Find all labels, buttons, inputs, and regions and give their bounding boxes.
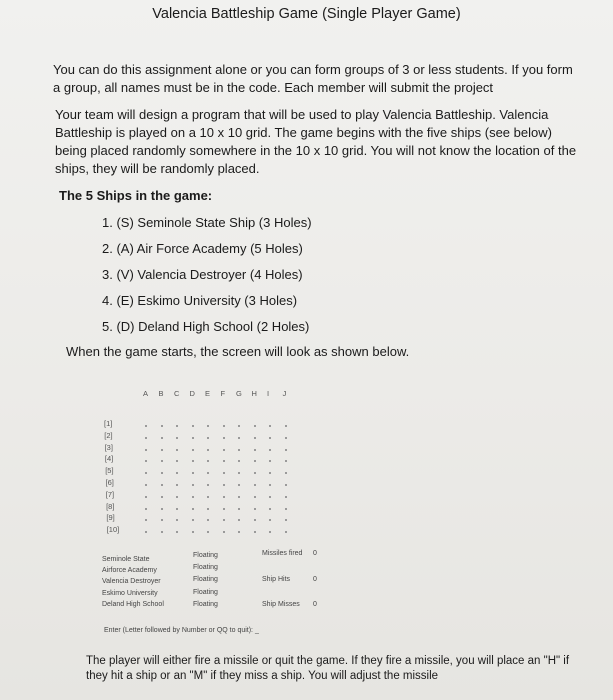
grid-cell xyxy=(161,425,163,427)
grid-cell xyxy=(145,472,147,474)
grid-cell xyxy=(207,496,209,498)
grid-cell xyxy=(145,460,147,462)
description-paragraph: Your team will design a program that will be used to play Valencia Battleship. Valencia Battleship is played on a 10 x 10 grid. The game begins with the five ships (see below) being placed randomly somewhere in the 10 x 10 grid. You will not know the location of the ships, they will be randomly placed. xyxy=(55,107,577,176)
row-header: [10] xyxy=(106,525,120,535)
grid-cell xyxy=(207,531,209,533)
grid-cell xyxy=(207,449,209,451)
grid-cell xyxy=(285,496,287,498)
grid-cell xyxy=(192,531,194,533)
column-header: A xyxy=(143,389,149,398)
document-title: Valencia Battleship Game (Single Player Game) xyxy=(152,6,461,22)
column-header: F xyxy=(220,389,226,398)
ship-item: 2. (A) Air Force Academy (5 Holes) xyxy=(102,241,303,256)
ship-item: 5. (D) Deland High School (2 Holes) xyxy=(102,319,310,334)
grid-cell xyxy=(223,496,225,498)
column-header: C xyxy=(174,389,180,398)
grid-cell xyxy=(145,437,147,439)
row-header: [5] xyxy=(105,466,114,476)
grid-cell xyxy=(161,460,163,462)
grid-cell xyxy=(145,531,147,533)
grid-cell xyxy=(269,449,271,451)
grid-cell xyxy=(238,519,240,521)
grid-cell xyxy=(254,449,256,451)
missiles-fired-label: Missiles fired xyxy=(262,550,303,557)
grid-cell xyxy=(223,449,225,451)
grid-cell xyxy=(192,519,194,521)
column-header: B xyxy=(158,389,164,398)
grid-cell xyxy=(192,496,194,498)
grid-cell xyxy=(269,472,271,474)
ship-status-name: Deland High School xyxy=(102,601,164,608)
grid-cell xyxy=(238,484,240,486)
grid-cell xyxy=(207,472,209,474)
grid-cell xyxy=(176,519,178,521)
grid-cell xyxy=(238,508,240,510)
grid-cell xyxy=(176,472,178,474)
grid-cell xyxy=(207,425,209,427)
grid-cell xyxy=(238,460,240,462)
grid-cell xyxy=(223,472,225,474)
grid-cell xyxy=(238,449,240,451)
grid-cell xyxy=(254,484,256,486)
grid-cell xyxy=(254,425,256,427)
grid-cell xyxy=(161,484,163,486)
grid-cell xyxy=(238,472,240,474)
intro-paragraph: You can do this assignment alone or you can form groups of 3 or less students. If you form a group, all names must be in the code. Each member will submit the project xyxy=(53,62,573,95)
grid-cell xyxy=(254,531,256,533)
grid-cell xyxy=(192,449,194,451)
ship-item: 4. (E) Eskimo University (3 Holes) xyxy=(102,293,298,308)
row-header: [9] xyxy=(106,513,115,523)
grid-cell xyxy=(161,531,163,533)
grid-cell xyxy=(269,519,271,521)
grid-cell xyxy=(285,449,287,451)
column-header: G xyxy=(236,389,242,398)
grid-cell xyxy=(145,519,147,521)
grid-cell xyxy=(254,460,256,462)
grid-cell xyxy=(285,425,287,427)
grid-cell xyxy=(192,437,194,439)
grid-cell xyxy=(145,425,147,427)
grid-cell xyxy=(285,508,287,510)
grid-cell xyxy=(285,437,287,439)
grid-cell xyxy=(176,508,178,510)
grid-cell xyxy=(223,425,225,427)
grid-cell xyxy=(285,519,287,521)
grid-cell xyxy=(176,449,178,451)
ship-status-state: Floating xyxy=(193,552,218,559)
grid-cell xyxy=(176,425,178,427)
ship-status-name: Eskimo University xyxy=(102,590,158,597)
grid-cell xyxy=(269,484,271,486)
ship-status-state: Floating xyxy=(193,601,218,608)
grid-cell xyxy=(207,484,209,486)
grid-cell xyxy=(223,460,225,462)
grid-cell xyxy=(269,425,271,427)
column-header: H xyxy=(251,389,257,398)
grid-cell xyxy=(192,472,194,474)
bottom-paragraph: The player will either fire a missile or quit the game. If they fire a missile, you will place an "H" if they hit a ship or an "M" if they miss a ship. You will adjust the missile xyxy=(86,655,570,682)
ship-hits-label: Ship Hits xyxy=(262,576,291,583)
grid-cell xyxy=(161,496,163,498)
grid-cell xyxy=(192,508,194,510)
grid-cell xyxy=(145,508,147,510)
input-prompt: Enter (Letter followed by Number or QQ to quit): _ xyxy=(104,627,259,634)
grid-cell xyxy=(192,484,194,486)
grid-cell xyxy=(207,519,209,521)
grid-cell xyxy=(285,460,287,462)
game-start-text: When the game starts, the screen will look as shown below. xyxy=(66,344,410,359)
grid-cell xyxy=(223,437,225,439)
row-header: [4] xyxy=(104,454,114,464)
grid-cell xyxy=(176,460,178,462)
grid-cell xyxy=(238,437,240,439)
grid-cell xyxy=(223,484,225,486)
grid-cell xyxy=(254,508,256,510)
grid-cell xyxy=(192,425,194,427)
column-header: J xyxy=(282,389,287,398)
grid-cell xyxy=(269,531,271,533)
grid-cell xyxy=(285,531,287,533)
grid-cell xyxy=(145,496,147,498)
row-header: [1] xyxy=(104,419,113,428)
column-header: D xyxy=(189,389,195,398)
grid-cell xyxy=(285,472,287,474)
grid-cell xyxy=(161,449,163,451)
row-header: [2] xyxy=(104,430,113,440)
grid-cell xyxy=(145,484,147,486)
ship-status-state: Floating xyxy=(193,576,218,583)
grid-cell xyxy=(176,496,178,498)
ship-item: 3. (V) Valencia Destroyer (4 Holes) xyxy=(102,267,303,282)
grid-cell xyxy=(161,472,163,474)
column-header: I xyxy=(267,389,270,398)
grid-cell xyxy=(285,484,287,486)
grid-cell xyxy=(223,519,225,521)
row-header: [3] xyxy=(104,442,113,452)
grid-cell xyxy=(161,519,163,521)
grid-cell xyxy=(238,531,240,533)
grid-cell xyxy=(161,437,163,439)
grid-cell xyxy=(192,460,194,462)
grid-cell xyxy=(145,449,147,451)
grid-cell xyxy=(207,460,209,462)
column-header: E xyxy=(205,389,211,398)
grid-cell xyxy=(269,460,271,462)
ship-status-name: Airforce Academy xyxy=(102,567,157,574)
grid-cell xyxy=(238,496,240,498)
grid-cell xyxy=(223,508,225,510)
ship-misses-label: Ship Misses xyxy=(262,601,300,608)
grid-cell xyxy=(269,496,271,498)
grid-cell xyxy=(269,508,271,510)
grid-cell xyxy=(238,425,240,427)
ship-item: 1. (S) Seminole State Ship (3 Holes) xyxy=(102,215,312,230)
grid-cell xyxy=(254,437,256,439)
ship-hits-value: 0 xyxy=(313,576,317,583)
grid-cell xyxy=(269,437,271,439)
grid-cell xyxy=(223,531,225,533)
grid-cell xyxy=(161,508,163,510)
grid-cell xyxy=(254,519,256,521)
ship-status-name: Valencia Destroyer xyxy=(102,578,161,585)
row-header: [6] xyxy=(105,478,114,487)
ship-status-state: Floating xyxy=(193,564,218,571)
missiles-fired-value: 0 xyxy=(313,550,317,557)
row-header: [7] xyxy=(105,489,115,499)
grid-cell xyxy=(254,496,256,498)
grid-cell xyxy=(176,531,178,533)
grid-cell xyxy=(176,484,178,486)
row-header: [8] xyxy=(106,501,115,511)
grid-cell xyxy=(207,437,209,439)
ship-status-state: Floating xyxy=(193,589,218,596)
grid-cell xyxy=(207,508,209,510)
grid-cell xyxy=(254,472,256,474)
ship-status-name: Seminole State xyxy=(102,556,150,563)
ships-heading: The 5 Ships in the game: xyxy=(59,188,213,203)
grid-cell xyxy=(176,437,178,439)
ship-misses-value: 0 xyxy=(313,601,317,608)
